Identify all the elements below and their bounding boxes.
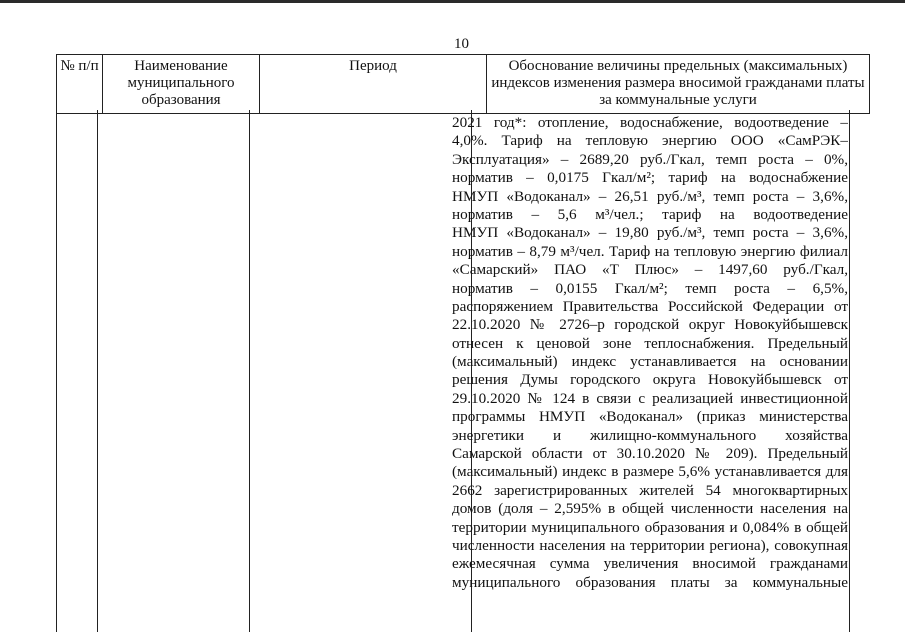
text-line: 22.10.2020 № 2726–р городской округ Новокуйбышевск [452,316,848,334]
text-line: энергетики и жилищно-коммунального хозяйства [452,426,848,444]
text-line: 4,0%. Тариф на тепловую энергию ООО «СамРЭК– [452,132,848,150]
header-col-name: Наименование муниципального образования [103,55,260,114]
text-line: домов (доля – 2,595% в общей численности населения на [452,500,848,518]
text-line: НМУП «Водоканал» – 19,80 руб./м³, темп роста – 3,6%, [452,224,848,242]
text-line: 2662 зарегистрированных жителей 54 многоквартирных [452,481,848,499]
header-col-basis: Обоснование величины предельных (максимальных) индексов изменения размера вносимой гражданами платы за коммунальные услуги [487,55,870,114]
text-line: муниципального образования платы за коммунальные [452,573,848,591]
scan-top-edge [0,0,905,3]
text-line: (максимальный) индекс устанавливается на основании [452,353,848,371]
column-divider [97,110,98,632]
column-divider [56,110,57,632]
text-line: 2021 год*: отопление, водоснабжение, водоотведение – [452,114,848,131]
text-line: Эксплуатация» – 2689,20 руб./Гкал, темп роста – 0%, [452,150,848,168]
column-divider [849,110,850,632]
text-line: территории муниципального образования и 0,084% в общей [452,518,848,536]
text-line: (максимальный) индекс в размере 5,6% устанавливается для [452,463,848,481]
text-line: норматив – 5,6 м³/чел.; тариф на водоотведение [452,205,848,223]
text-line: Самарской области от 30.10.2020 № 209). Предельный [452,445,848,463]
text-line: решения Думы городского округа Новокуйбышевск от [452,371,848,389]
text-line: 29.10.2020 № 124 в связи с реализацией инвестиционной [452,389,848,407]
header-table [56,54,870,114]
text-line: норматив – 0,0175 Гкал/м²; тариф на водоснабжение [452,169,848,187]
text-line: норматив – 8,79 м³/чел. Тариф на тепловую энергию филиал [452,242,848,260]
header-col-period: Период [260,55,487,114]
header-col-number: № п/п [57,55,103,114]
text-line: численности населения на территории региона), совокупная [452,536,848,554]
text-line: НМУП «Водоканал» – 26,51 руб./м³, темп роста – 3,6%, [452,187,848,205]
text-line: отнесен к ценовой зоне теплоснабжения. Предельный [452,334,848,352]
text-line: норматив – 0,0155 Гкал/м²; темп роста – 6,5%, [452,279,848,297]
text-line: ежемесячная сумма увеличения вносимой гражданами [452,555,848,573]
basis-text [452,114,848,592]
text-line: программы НМУП «Водоканал» (приказ министерства [452,408,848,426]
text-line: «Самарский» ПАО «Т Плюс» – 1497,60 руб./Гкал, [452,261,848,279]
header-row [57,55,870,114]
text-line: распоряжением Правительства Российской Федерации от [452,297,848,315]
page-number: 10 [454,36,469,52]
column-divider [249,110,250,632]
